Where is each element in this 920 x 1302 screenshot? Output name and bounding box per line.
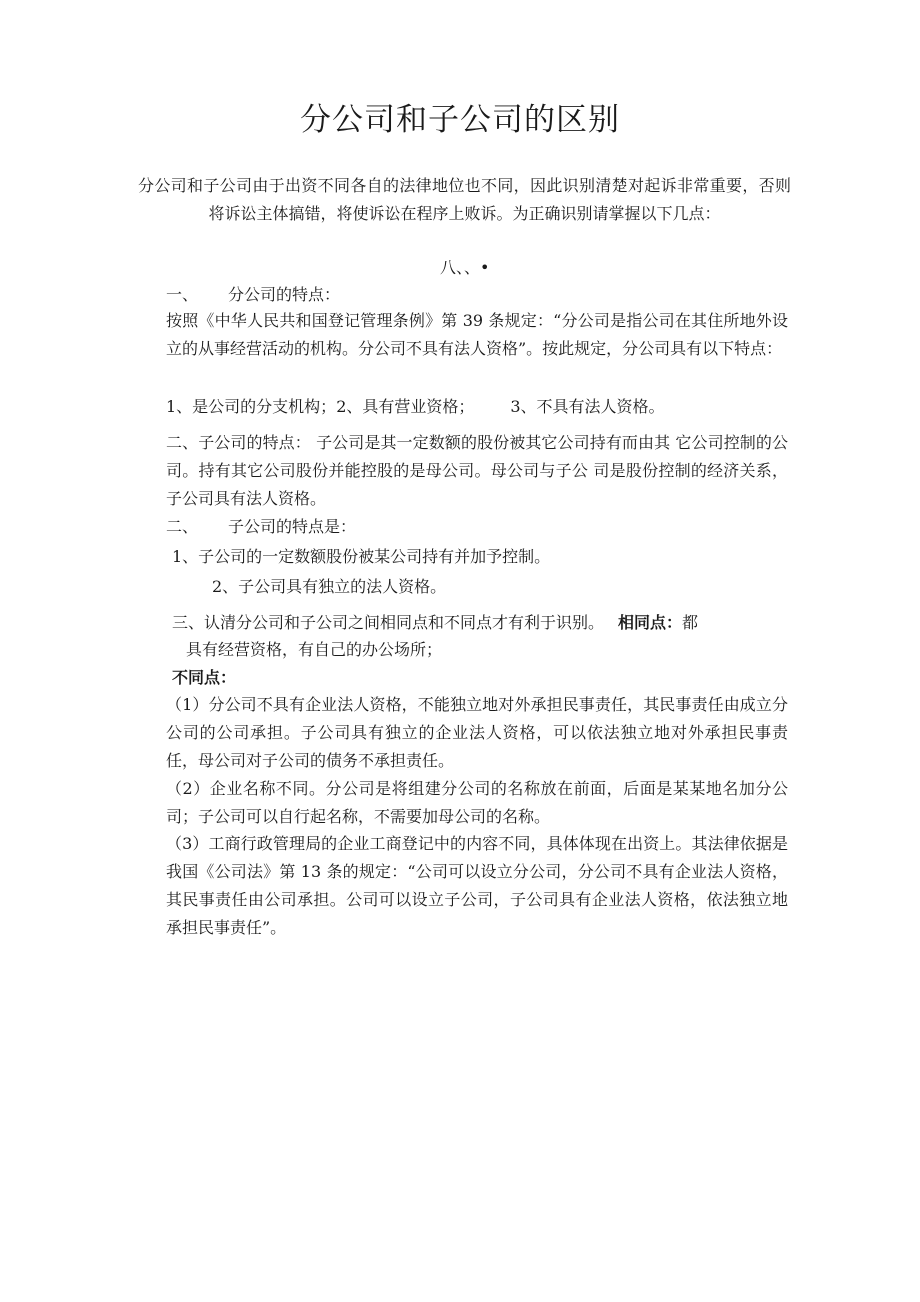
point-branch-unit: 1、是公司的分支机构；: [166, 397, 337, 416]
same-points-label: 相同点：: [618, 613, 683, 632]
diff-item-3: （3）工商行政管理局的企业工商登记中的内容不同，具体体现在出资上。其法律依据是我国《公司法》第 13 条的规定：“公司可以设立分公司，分公司不具有企业法人资格，其民事责任由公司承担。公司可以设立子公司，子公司具有企业法人资格，依法独立地承担民事责任”。: [166, 834, 788, 937]
diff-item-1: （1）分公司不具有企业法人资格，不能独立地对外承担民事责任，其民事责任由成立分公司的公司承担。子公司具有独立的企业法人资格，可以依法独立地对外承担民事责任，母公司对子公司的债务不承担责任。: [166, 695, 788, 770]
point-business-qualification: 2、具有营业资格；: [336, 397, 475, 416]
same-points-text-start: 都: [682, 613, 699, 632]
document-title: 分公司和子公司的区别: [300, 102, 620, 138]
section-2-title: 子公司的特点是：: [228, 517, 357, 536]
section-2-heading: [166, 513, 356, 541]
section-1-title: 分公司的特点：: [228, 285, 341, 304]
section-2-number: 二、: [166, 517, 199, 536]
section-1-points: [166, 393, 665, 421]
section-1-heading: [166, 281, 340, 309]
section-2-point-1: 1、子公司的一定数额股份被某公司持有并加予控制。: [172, 547, 551, 566]
stray-marks: 八、、•: [440, 258, 490, 277]
diff-points-label: 不同点：: [172, 668, 237, 687]
same-points-text: 具有经营资格，有自己的办公场所；: [186, 640, 443, 659]
section-1-body: 按照《中华人民共和国登记管理条例》第 39 条规定：“分公司是指公司在其住所地外设立的从事经营活动的机构。分公司不具有法人资格”。按此规定，分公司具有以下特点：: [166, 311, 788, 358]
intro-paragraph: 分公司和子公司由于出资不同各自的法律地位也不同，因此识别清楚对起诉非常重要，否则将诉讼主体搞错，将使诉讼在程序上败诉。为正确识别请掌握以下几点：: [138, 176, 791, 223]
section-3-lead-line: [172, 609, 698, 637]
section-2-point-2: 2、子公司具有独立的法人资格。: [212, 577, 447, 596]
section-2-paragraph: 二、子公司的特点： 子公司是其一定数额的股份被其它公司持有而由其 它公司控制的公司。持有其它公司股份并能控股的是母公司。母公司与子公 司是股份控制的经济关系，子公司具有法人资格。: [166, 433, 788, 508]
diff-item-2: （2）企业名称不同。分公司是将组建分公司的名称放在前面，后面是某某地名加分公司；子公司可以自行起名称，不需要加母公司的名称。: [166, 779, 788, 826]
section-3-lead: 三、认清分公司和子公司之间相同点和不同点才有利于识别。: [172, 613, 605, 632]
section-1-number: 一、: [166, 285, 199, 304]
point-no-legal-person: 3、不具有法人资格。: [510, 397, 665, 416]
